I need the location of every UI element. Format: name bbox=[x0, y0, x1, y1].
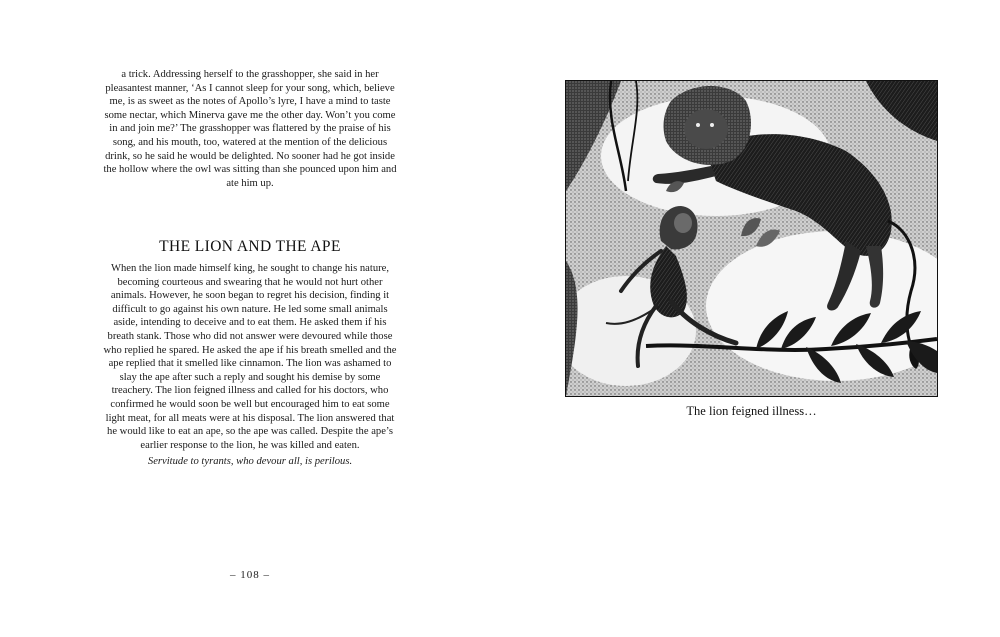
story-section bbox=[100, 262, 400, 469]
left-page bbox=[100, 68, 400, 468]
story-moral: Servitude to tyrants, who devour all, is perilous. bbox=[147, 456, 353, 468]
page-number: – 108 – bbox=[230, 569, 270, 581]
lion-and-ape-engraving bbox=[565, 80, 938, 397]
illustration-caption: The lion feigned illness… bbox=[686, 404, 817, 418]
story-body: When the lion made himself king, he sought to change his nature, becoming courteous and swearing that he would not hurt other animals. However, he soon began to regret his decision, finding it difficult to go against his own nature. He led some small animals aside, intending to deceive and to eat them. He asked them if his breath stank. Those who did not answer were devoured while those who replied he spared. He asked the ape if his breath smelled and the ape replied that it smelled like cinnamon. The lion was ashamed to slay the ape after such a reply and sought his demise by some treachery. The lion feigned illness and called for his doctors, who confirmed he would soon be well but encouraged him to eat some light meat, for all meats were at his disposal. The lion answered that he would like to eat an ape, so the ape was called. Despite the ape’s earlier response to the lion, he was killed and eaten. bbox=[103, 263, 397, 451]
story-title: THE LION AND THE APE bbox=[159, 238, 341, 255]
intro-paragraph: a trick. Addressing herself to the grasshopper, she said in her pleasantest manner, ‘As I cannot sleep for your song, which, believe me, is as sweet as the notes of Apollo’s lyre, I have a mind to taste some nectar, which Minerva gave me the other day. Won’t you come in and join me?’ The grasshopper was flattered by the praise of his song, and his mouth, too, watered at the mention of the delicious drink, so he said he would be delighted. No sooner had he got inside the hollow where the owl was sitting than she pounced upon him and ate him up. bbox=[103, 69, 397, 189]
